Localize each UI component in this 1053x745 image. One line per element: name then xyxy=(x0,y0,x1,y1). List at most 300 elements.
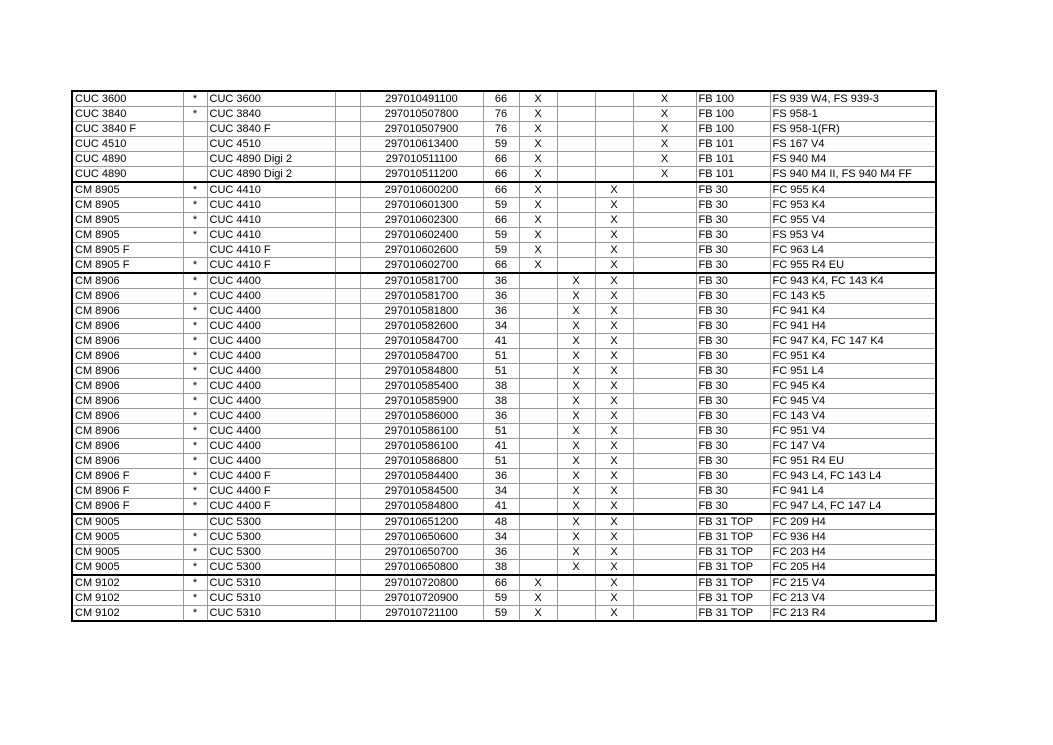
cell-flag-a: X xyxy=(519,243,557,258)
cell-flag-a xyxy=(519,409,557,424)
cell-chassis: CM 9005 xyxy=(72,530,183,545)
cell-flag-b xyxy=(557,258,595,274)
cell-module: CUC 3600 xyxy=(207,91,335,107)
cell-flag-b: X xyxy=(557,334,595,349)
cell-flag-c: X xyxy=(595,530,633,545)
cell-flag-c xyxy=(595,91,633,107)
cell-part-number: 297010582600 xyxy=(360,319,483,334)
cell-flag-d xyxy=(633,484,696,499)
cell-model-list: FS 958-1(FR) xyxy=(770,122,936,137)
cell-size: 66 xyxy=(483,91,519,107)
cell-part-number: 297010721100 xyxy=(360,606,483,622)
table-row xyxy=(72,575,936,591)
cell-model-list: FC 945 V4 xyxy=(770,394,936,409)
cell-part-number: 297010602400 xyxy=(360,228,483,243)
cell-module: CUC 5300 xyxy=(207,514,335,530)
cell-blank xyxy=(335,409,360,424)
cell-flag-a xyxy=(519,319,557,334)
cell-size: 38 xyxy=(483,560,519,576)
cell-part-number: 297010650600 xyxy=(360,530,483,545)
cell-part-number: 297010584700 xyxy=(360,349,483,364)
table-row xyxy=(72,469,936,484)
cell-fb-model: FB 101 xyxy=(696,152,770,167)
cell-fb-model: FB 30 xyxy=(696,379,770,394)
cell-size: 66 xyxy=(483,213,519,228)
cell-blank xyxy=(335,575,360,591)
cell-model-list: FC 215 V4 xyxy=(770,575,936,591)
cell-module: CUC 4410 xyxy=(207,198,335,213)
cell-fb-model: FB 30 xyxy=(696,499,770,515)
cell-flag-a xyxy=(519,364,557,379)
cell-flag-c: X xyxy=(595,258,633,274)
cell-flag-a xyxy=(519,545,557,560)
table-row xyxy=(72,484,936,499)
cell-star: * xyxy=(183,258,207,274)
cell-chassis: CUC 4510 xyxy=(72,137,183,152)
cell-flag-a: X xyxy=(519,152,557,167)
cell-flag-b: X xyxy=(557,289,595,304)
cell-fb-model: FB 30 xyxy=(696,182,770,198)
cell-part-number: 297010584500 xyxy=(360,484,483,499)
cell-star: * xyxy=(183,424,207,439)
cell-module: CUC 4400 xyxy=(207,304,335,319)
cell-flag-b: X xyxy=(557,319,595,334)
cell-chassis: CUC 4890 xyxy=(72,152,183,167)
cell-flag-b xyxy=(557,182,595,198)
cell-flag-d xyxy=(633,334,696,349)
cell-module: CUC 4400 xyxy=(207,379,335,394)
cell-flag-d xyxy=(633,439,696,454)
cell-model-list: FC 947 L4, FC 147 L4 xyxy=(770,499,936,515)
cell-fb-model: FB 30 xyxy=(696,198,770,213)
cell-flag-a: X xyxy=(519,606,557,622)
cell-model-list: FC 951 K4 xyxy=(770,349,936,364)
cell-chassis: CM 8906 xyxy=(72,379,183,394)
cell-blank xyxy=(335,182,360,198)
chassis-table xyxy=(71,90,937,622)
cell-flag-b xyxy=(557,107,595,122)
cell-star: * xyxy=(183,91,207,107)
cell-flag-d xyxy=(633,364,696,379)
cell-chassis: CM 8906 xyxy=(72,424,183,439)
cell-module: CUC 5310 xyxy=(207,575,335,591)
cell-flag-c: X xyxy=(595,591,633,606)
cell-model-list: FS 940 M4 xyxy=(770,152,936,167)
cell-flag-a: X xyxy=(519,575,557,591)
cell-part-number: 297010584400 xyxy=(360,469,483,484)
cell-blank xyxy=(335,545,360,560)
cell-size: 51 xyxy=(483,454,519,469)
cell-model-list: FC 213 V4 xyxy=(770,591,936,606)
cell-size: 66 xyxy=(483,182,519,198)
cell-blank xyxy=(335,530,360,545)
cell-flag-c: X xyxy=(595,439,633,454)
cell-model-list: FC 209 H4 xyxy=(770,514,936,530)
cell-module: CUC 5300 xyxy=(207,560,335,576)
cell-star: * xyxy=(183,349,207,364)
cell-module: CUC 4890 Digi 2 xyxy=(207,152,335,167)
cell-size: 51 xyxy=(483,349,519,364)
cell-star xyxy=(183,152,207,167)
cell-flag-c: X xyxy=(595,606,633,622)
cell-blank xyxy=(335,334,360,349)
table-row xyxy=(72,409,936,424)
cell-flag-a: X xyxy=(519,167,557,183)
cell-star: * xyxy=(183,560,207,576)
cell-flag-d xyxy=(633,198,696,213)
cell-blank xyxy=(335,289,360,304)
cell-chassis: CM 9005 xyxy=(72,514,183,530)
cell-flag-a xyxy=(519,530,557,545)
cell-part-number: 297010584700 xyxy=(360,334,483,349)
cell-flag-c: X xyxy=(595,319,633,334)
cell-chassis: CM 9102 xyxy=(72,606,183,622)
cell-flag-b: X xyxy=(557,514,595,530)
cell-chassis: CM 8905 F xyxy=(72,258,183,274)
table-row xyxy=(72,137,936,152)
cell-blank xyxy=(335,319,360,334)
cell-fb-model: FB 30 xyxy=(696,243,770,258)
cell-chassis: CM 8905 F xyxy=(72,243,183,258)
cell-blank xyxy=(335,439,360,454)
cell-module: CUC 4400 xyxy=(207,334,335,349)
cell-flag-b: X xyxy=(557,409,595,424)
cell-star: * xyxy=(183,304,207,319)
cell-part-number: 297010586000 xyxy=(360,409,483,424)
cell-module: CUC 3840 F xyxy=(207,122,335,137)
cell-size: 36 xyxy=(483,545,519,560)
cell-flag-d xyxy=(633,273,696,289)
cell-size: 36 xyxy=(483,273,519,289)
table-row xyxy=(72,424,936,439)
cell-chassis: CM 8905 xyxy=(72,182,183,198)
cell-fb-model: FB 30 xyxy=(696,228,770,243)
cell-flag-a xyxy=(519,560,557,576)
cell-fb-model: FB 30 xyxy=(696,484,770,499)
cell-size: 41 xyxy=(483,499,519,515)
cell-flag-d: X xyxy=(633,107,696,122)
cell-star: * xyxy=(183,606,207,622)
cell-size: 41 xyxy=(483,439,519,454)
cell-chassis: CUC 3840 xyxy=(72,107,183,122)
cell-blank xyxy=(335,454,360,469)
cell-fb-model: FB 30 xyxy=(696,394,770,409)
table-row xyxy=(72,606,936,622)
cell-flag-d xyxy=(633,319,696,334)
cell-flag-a xyxy=(519,334,557,349)
cell-star: * xyxy=(183,394,207,409)
cell-flag-d xyxy=(633,591,696,606)
cell-size: 66 xyxy=(483,167,519,183)
cell-chassis: CM 8906 xyxy=(72,454,183,469)
cell-flag-a: X xyxy=(519,591,557,606)
table-row xyxy=(72,182,936,198)
cell-size: 59 xyxy=(483,228,519,243)
cell-star: * xyxy=(183,273,207,289)
cell-flag-a xyxy=(519,304,557,319)
cell-flag-c: X xyxy=(595,213,633,228)
cell-flag-b: X xyxy=(557,454,595,469)
cell-star: * xyxy=(183,469,207,484)
cell-model-list: FC 936 H4 xyxy=(770,530,936,545)
cell-flag-b: X xyxy=(557,499,595,515)
cell-part-number: 297010491100 xyxy=(360,91,483,107)
cell-flag-a: X xyxy=(519,137,557,152)
cell-flag-a: X xyxy=(519,107,557,122)
cell-flag-a: X xyxy=(519,91,557,107)
cell-flag-a: X xyxy=(519,182,557,198)
table-row xyxy=(72,560,936,576)
cell-flag-c: X xyxy=(595,394,633,409)
cell-model-list: FS 167 V4 xyxy=(770,137,936,152)
cell-chassis: CM 8906 xyxy=(72,364,183,379)
cell-size: 66 xyxy=(483,258,519,274)
cell-module: CUC 3840 xyxy=(207,107,335,122)
cell-chassis: CM 9102 xyxy=(72,591,183,606)
table-row xyxy=(72,364,936,379)
cell-blank xyxy=(335,107,360,122)
cell-flag-c: X xyxy=(595,499,633,515)
cell-module: CUC 4410 F xyxy=(207,258,335,274)
cell-model-list: FC 943 K4, FC 143 K4 xyxy=(770,273,936,289)
cell-flag-c: X xyxy=(595,379,633,394)
cell-module: CUC 4410 F xyxy=(207,243,335,258)
cell-flag-c xyxy=(595,137,633,152)
cell-flag-b xyxy=(557,167,595,183)
cell-star: * xyxy=(183,213,207,228)
cell-flag-c xyxy=(595,152,633,167)
cell-flag-d xyxy=(633,606,696,622)
table-row xyxy=(72,243,936,258)
cell-flag-b xyxy=(557,575,595,591)
cell-part-number: 297010511200 xyxy=(360,167,483,183)
cell-model-list: FC 951 L4 xyxy=(770,364,936,379)
cell-blank xyxy=(335,606,360,622)
cell-flag-c: X xyxy=(595,228,633,243)
cell-flag-b: X xyxy=(557,439,595,454)
cell-chassis: CM 8906 xyxy=(72,319,183,334)
table-row xyxy=(72,439,936,454)
cell-model-list: FC 147 V4 xyxy=(770,439,936,454)
cell-module: CUC 5310 xyxy=(207,606,335,622)
cell-size: 76 xyxy=(483,122,519,137)
cell-module: CUC 4400 xyxy=(207,394,335,409)
cell-chassis: CM 8906 xyxy=(72,394,183,409)
cell-flag-b: X xyxy=(557,424,595,439)
cell-part-number: 297010600200 xyxy=(360,182,483,198)
cell-flag-c: X xyxy=(595,243,633,258)
cell-fb-model: FB 30 xyxy=(696,304,770,319)
table-row xyxy=(72,514,936,530)
cell-flag-d xyxy=(633,379,696,394)
cell-part-number: 297010586100 xyxy=(360,439,483,454)
cell-star: * xyxy=(183,409,207,424)
cell-module: CUC 4510 xyxy=(207,137,335,152)
cell-flag-b xyxy=(557,198,595,213)
cell-blank xyxy=(335,499,360,515)
cell-flag-b: X xyxy=(557,469,595,484)
cell-flag-a xyxy=(519,439,557,454)
cell-chassis: CM 9005 xyxy=(72,560,183,576)
cell-blank xyxy=(335,591,360,606)
cell-part-number: 297010584800 xyxy=(360,364,483,379)
cell-model-list: FC 943 L4, FC 143 L4 xyxy=(770,469,936,484)
cell-flag-c: X xyxy=(595,514,633,530)
cell-blank xyxy=(335,137,360,152)
cell-star: * xyxy=(183,379,207,394)
cell-fb-model: FB 100 xyxy=(696,107,770,122)
cell-flag-b: X xyxy=(557,560,595,576)
cell-star: * xyxy=(183,364,207,379)
cell-model-list: FS 939 W4, FS 939-3 xyxy=(770,91,936,107)
cell-star: * xyxy=(183,198,207,213)
cell-flag-a: X xyxy=(519,258,557,274)
cell-fb-model: FB 30 xyxy=(696,213,770,228)
cell-star xyxy=(183,137,207,152)
cell-module: CUC 4400 xyxy=(207,349,335,364)
cell-part-number: 297010650800 xyxy=(360,560,483,576)
cell-flag-a: X xyxy=(519,122,557,137)
cell-part-number: 297010581700 xyxy=(360,289,483,304)
cell-star: * xyxy=(183,228,207,243)
cell-blank xyxy=(335,484,360,499)
cell-flag-d: X xyxy=(633,137,696,152)
cell-fb-model: FB 31 TOP xyxy=(696,575,770,591)
cell-chassis: CM 8906 xyxy=(72,273,183,289)
cell-star: * xyxy=(183,439,207,454)
cell-part-number: 297010602700 xyxy=(360,258,483,274)
cell-module: CUC 4400 F xyxy=(207,484,335,499)
table-row xyxy=(72,289,936,304)
table-row xyxy=(72,591,936,606)
cell-blank xyxy=(335,364,360,379)
cell-flag-b: X xyxy=(557,364,595,379)
cell-size: 51 xyxy=(483,424,519,439)
cell-part-number: 297010584800 xyxy=(360,499,483,515)
cell-part-number: 297010585900 xyxy=(360,394,483,409)
cell-size: 38 xyxy=(483,379,519,394)
cell-fb-model: FB 101 xyxy=(696,137,770,152)
cell-chassis: CUC 3840 F xyxy=(72,122,183,137)
cell-module: CUC 5310 xyxy=(207,591,335,606)
cell-flag-d xyxy=(633,545,696,560)
cell-size: 59 xyxy=(483,198,519,213)
cell-blank xyxy=(335,198,360,213)
cell-blank xyxy=(335,258,360,274)
cell-flag-d xyxy=(633,243,696,258)
cell-chassis: CM 8905 xyxy=(72,213,183,228)
cell-flag-d xyxy=(633,530,696,545)
cell-flag-c xyxy=(595,167,633,183)
cell-part-number: 297010720800 xyxy=(360,575,483,591)
cell-fb-model: FB 31 TOP xyxy=(696,530,770,545)
cell-module: CUC 4400 xyxy=(207,289,335,304)
cell-model-list: FS 940 M4 II, FS 940 M4 FF xyxy=(770,167,936,183)
cell-flag-b xyxy=(557,152,595,167)
cell-fb-model: FB 30 xyxy=(696,273,770,289)
cell-flag-c xyxy=(595,122,633,137)
cell-flag-c: X xyxy=(595,334,633,349)
cell-star: * xyxy=(183,484,207,499)
cell-size: 36 xyxy=(483,289,519,304)
cell-chassis: CM 8906 xyxy=(72,304,183,319)
cell-flag-b: X xyxy=(557,394,595,409)
cell-part-number: 297010581700 xyxy=(360,273,483,289)
cell-fb-model: FB 101 xyxy=(696,167,770,183)
cell-chassis: CM 8906 F xyxy=(72,484,183,499)
table-row xyxy=(72,91,936,107)
cell-flag-d xyxy=(633,349,696,364)
cell-fb-model: FB 100 xyxy=(696,91,770,107)
cell-flag-c: X xyxy=(595,304,633,319)
cell-blank xyxy=(335,424,360,439)
cell-flag-c xyxy=(595,107,633,122)
cell-chassis: CM 8906 F xyxy=(72,499,183,515)
table-row xyxy=(72,349,936,364)
cell-flag-a: X xyxy=(519,228,557,243)
cell-flag-b xyxy=(557,213,595,228)
cell-fb-model: FB 30 xyxy=(696,439,770,454)
cell-flag-d xyxy=(633,454,696,469)
cell-fb-model: FB 31 TOP xyxy=(696,545,770,560)
cell-flag-a: X xyxy=(519,198,557,213)
cell-flag-b: X xyxy=(557,349,595,364)
cell-blank xyxy=(335,560,360,576)
cell-blank xyxy=(335,213,360,228)
cell-part-number: 297010581800 xyxy=(360,304,483,319)
cell-chassis: CM 8906 F xyxy=(72,469,183,484)
cell-module: CUC 4400 F xyxy=(207,499,335,515)
cell-model-list: FC 955 R4 EU xyxy=(770,258,936,274)
cell-size: 66 xyxy=(483,152,519,167)
cell-fb-model: FB 31 TOP xyxy=(696,591,770,606)
cell-chassis: CM 8906 xyxy=(72,334,183,349)
cell-fb-model: FB 31 TOP xyxy=(696,560,770,576)
cell-model-list: FC 203 H4 xyxy=(770,545,936,560)
cell-flag-d xyxy=(633,182,696,198)
cell-flag-c: X xyxy=(595,469,633,484)
cell-blank xyxy=(335,122,360,137)
cell-part-number: 297010586100 xyxy=(360,424,483,439)
cell-blank xyxy=(335,349,360,364)
table-row xyxy=(72,304,936,319)
cell-size: 34 xyxy=(483,319,519,334)
cell-part-number: 297010613400 xyxy=(360,137,483,152)
cell-flag-b xyxy=(557,91,595,107)
cell-fb-model: FB 30 xyxy=(696,319,770,334)
cell-size: 59 xyxy=(483,137,519,152)
cell-star xyxy=(183,243,207,258)
cell-module: CUC 4410 xyxy=(207,182,335,198)
cell-model-list: FC 941 L4 xyxy=(770,484,936,499)
cell-flag-c: X xyxy=(595,484,633,499)
cell-flag-c: X xyxy=(595,575,633,591)
cell-star xyxy=(183,167,207,183)
cell-chassis: CM 8905 xyxy=(72,228,183,243)
cell-flag-a: X xyxy=(519,213,557,228)
cell-module: CUC 4400 xyxy=(207,273,335,289)
cell-blank xyxy=(335,243,360,258)
cell-model-list: FC 945 K4 xyxy=(770,379,936,394)
cell-chassis: CUC 3600 xyxy=(72,91,183,107)
table-row xyxy=(72,530,936,545)
cell-blank xyxy=(335,91,360,107)
cell-size: 34 xyxy=(483,484,519,499)
cell-flag-c: X xyxy=(595,454,633,469)
cell-fb-model: FB 30 xyxy=(696,469,770,484)
cell-flag-b xyxy=(557,228,595,243)
cell-flag-a xyxy=(519,379,557,394)
